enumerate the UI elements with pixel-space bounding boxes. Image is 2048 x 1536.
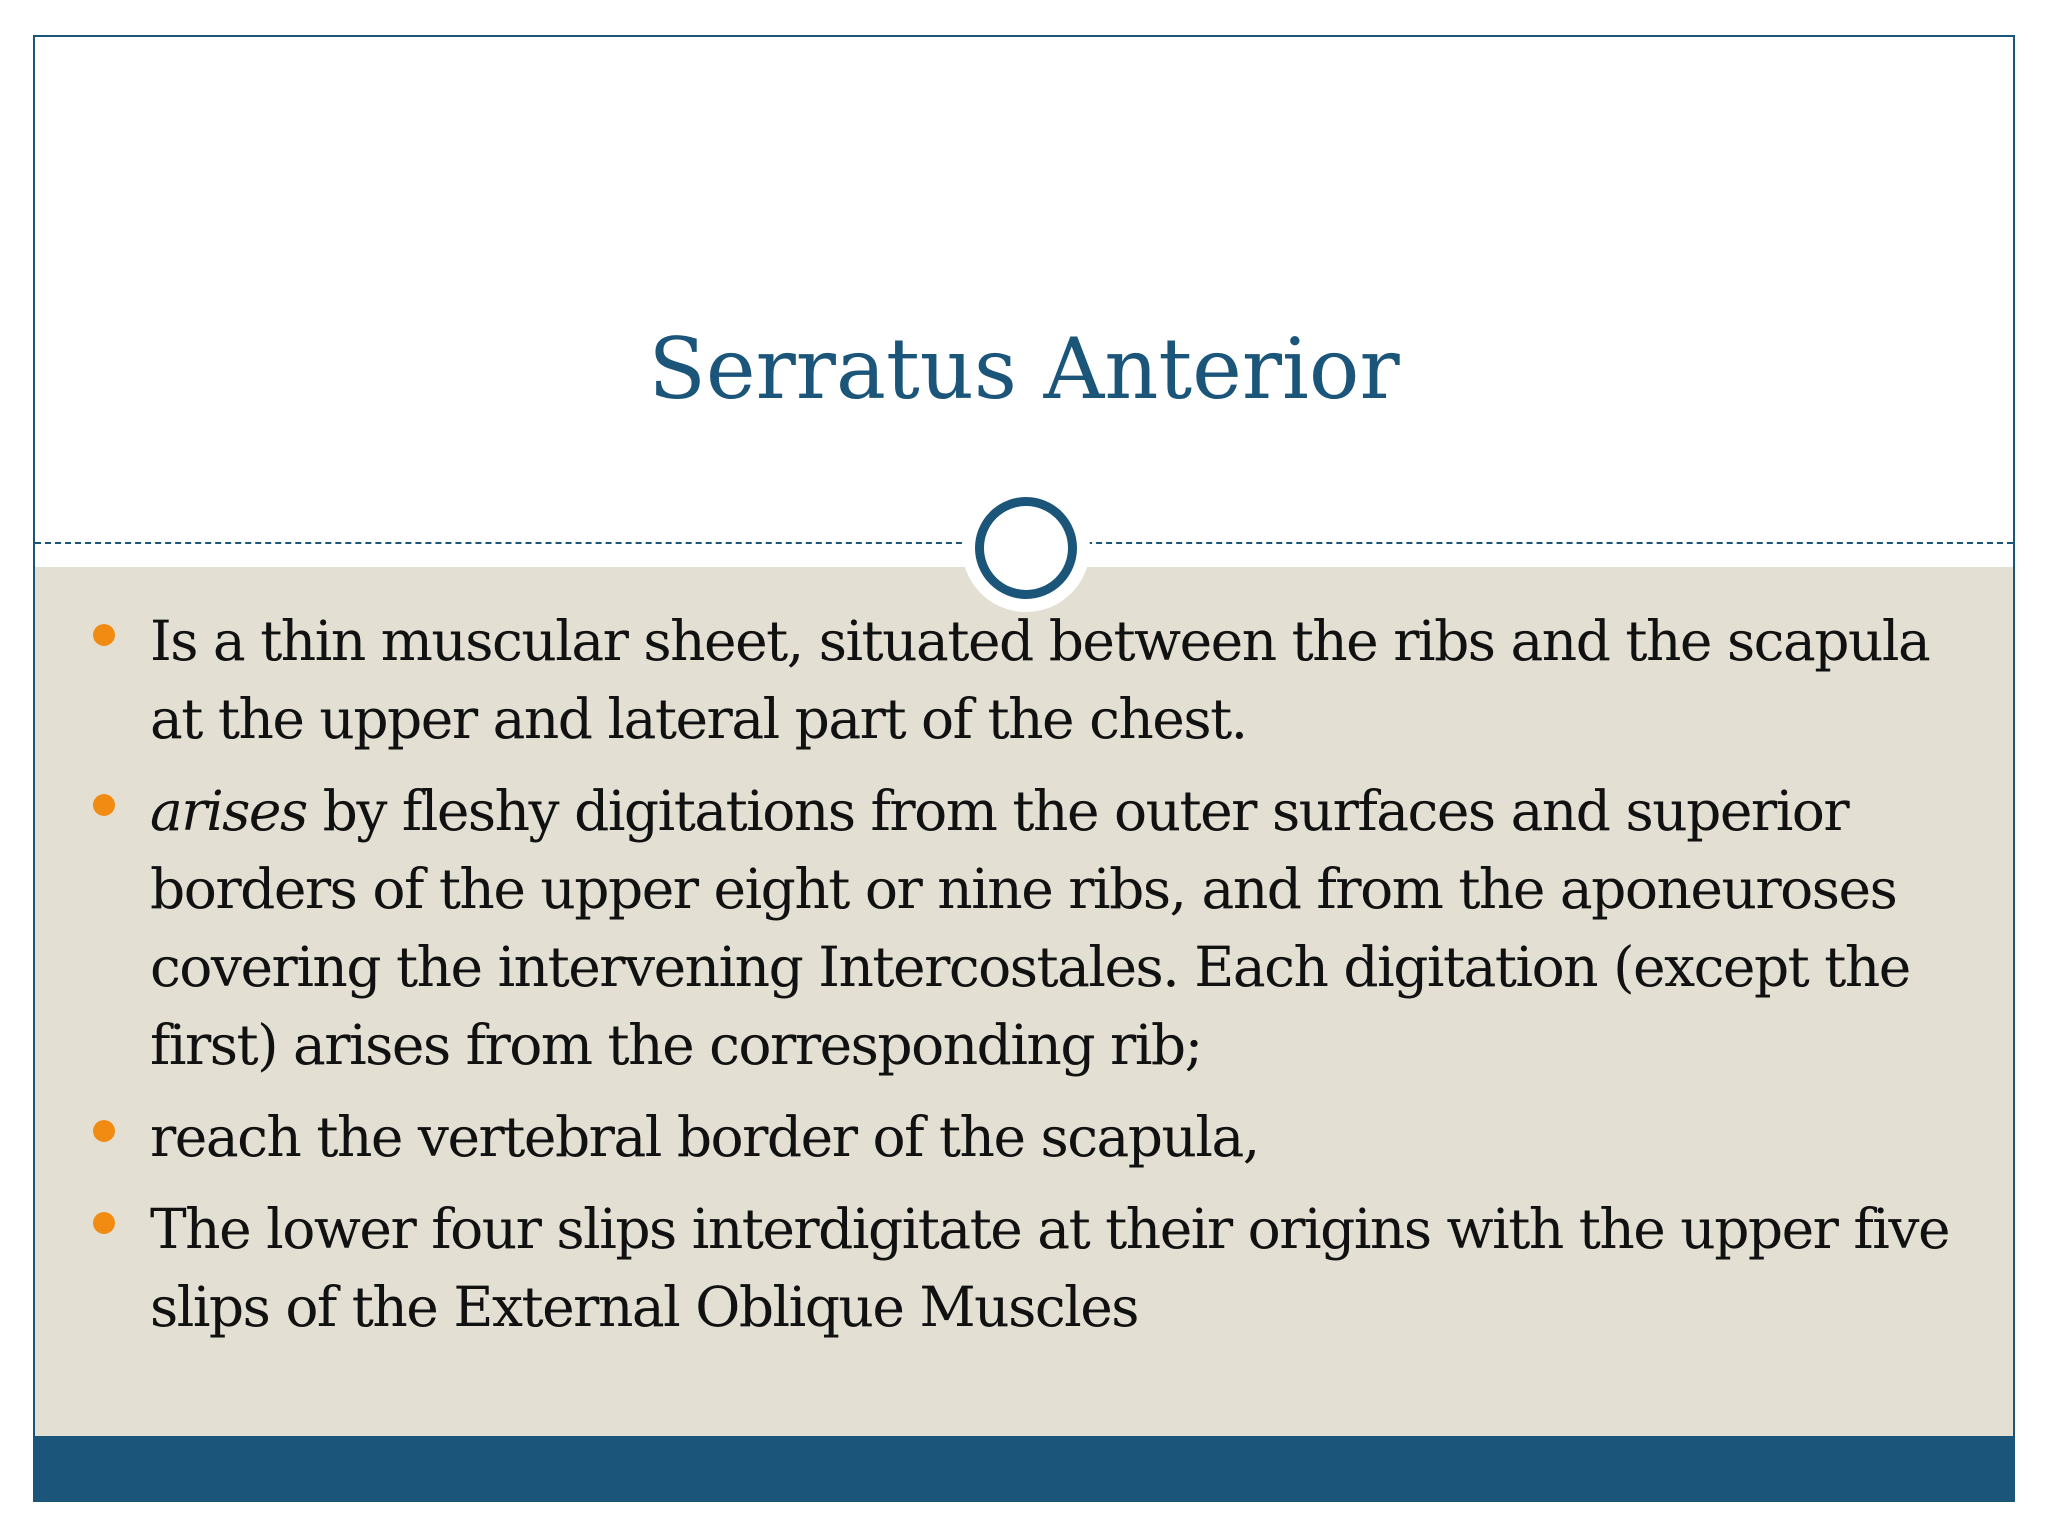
bullet-dot-icon xyxy=(93,1120,115,1142)
bullet-item xyxy=(35,602,2013,758)
bullet-dot-icon xyxy=(93,624,115,646)
ring-icon xyxy=(975,497,1077,599)
bullet-lead-emphasis: arises xyxy=(150,779,307,843)
bullet-text: The lower four slips interdigitate at their origins with the upper five slips of the External Oblique Muscles xyxy=(150,1197,1950,1339)
bullet-list xyxy=(35,602,2013,1360)
bullet-text: by fleshy digitations from the outer surfaces and superior borders of the upper eight or nine ribs, and from the aponeuroses covering the intervening Intercostales. Each digitation (except the first) arises from the corresponding rib; xyxy=(150,779,1910,1077)
bullet-text: Is a thin muscular sheet, situated between the ribs and the scapula at the upper and lateral part of the chest. xyxy=(150,609,1930,751)
bullet-dot-icon xyxy=(93,794,115,816)
slide-title: Serratus Anterior xyxy=(648,320,1400,418)
bullet-dot-icon xyxy=(93,1212,115,1234)
slide xyxy=(33,35,2015,1502)
bullet-item xyxy=(35,772,2013,1084)
bullet-item xyxy=(35,1190,2013,1346)
bullet-text: reach the vertebral border of the scapula, xyxy=(150,1105,1259,1169)
bullet-item xyxy=(35,1098,2013,1176)
footer-bar xyxy=(35,1436,2013,1502)
